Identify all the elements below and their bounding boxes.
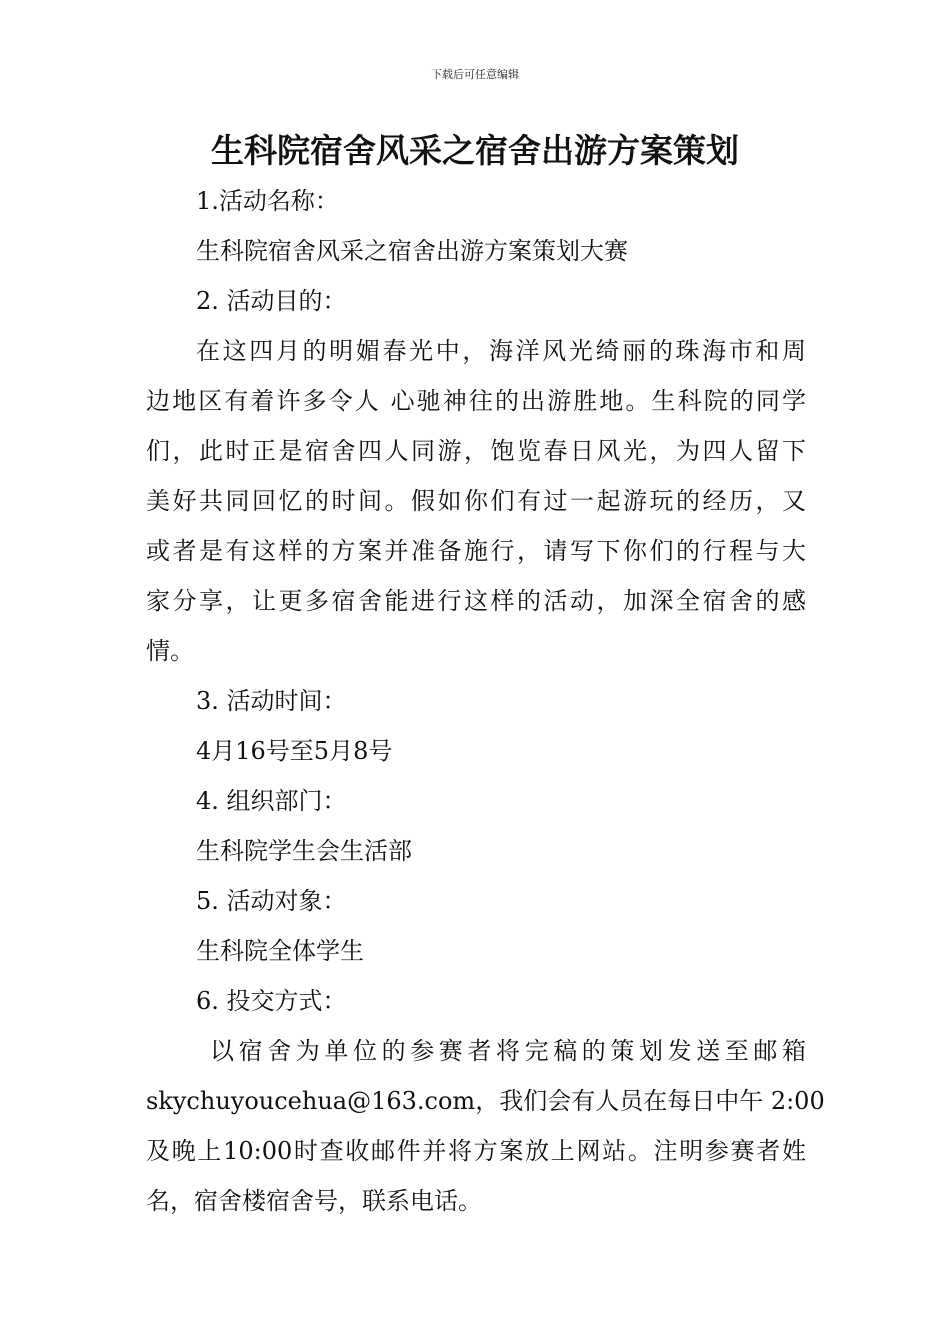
paragraph-line: 在这四月的明媚春光中，海洋风光绮丽的珠海市和周 [196,337,806,365]
section-6-heading: 6. 投交方式： [196,987,347,1015]
paragraph-line: 以宿舍为单位的参赛者将完稿的策划发送至邮箱 [210,1037,806,1065]
header-note: 下载后可任意编辑 [431,68,519,81]
paragraph-line: skychuyoucehua@163.com，我们会有人员在每日中午 2:00 [146,1087,825,1115]
paragraph-line: 边地区有着许多令人 心驰神往的出游胜地。生科院的同学 [146,387,806,415]
section-3-heading: 3. 活动时间： [196,687,347,715]
section-4-heading: 4. 组织部门： [196,787,347,815]
section-1-content: 生科院宿舍风采之宿舍出游方案策划大赛 [196,237,628,265]
paragraph-line: 情。 [146,637,194,665]
paragraph-line: 美好共同回忆的时间。假如你们有过一起游玩的经历，又 [146,487,806,515]
paragraph-line: 家分享，让更多宿舍能进行这样的活动，加深全宿舍的感 [146,587,806,615]
paragraph-line: 名，宿舍楼宿舍号，联系电话。 [146,1187,482,1215]
section-4-content: 生科院学生会生活部 [196,837,412,865]
paragraph-line: 们，此时正是宿舍四人同游，饱览春日风光，为四人留下 [146,437,806,465]
paragraph-line: 及晚上10:00时查收邮件并将方案放上网站。注明参赛者姓 [146,1137,806,1165]
section-5-heading: 5. 活动对象： [196,887,347,915]
section-1-heading: 1.活动名称： [196,187,339,215]
document-title: 生科院宿舍风采之宿舍出游方案策划 [211,131,739,170]
paragraph-line: 或者是有这样的方案并准备施行，请写下你们的行程与大 [146,537,806,565]
section-5-content: 生科院全体学生 [196,937,364,965]
section-3-content: 4月16号至5月8号 [196,737,393,765]
section-2-heading: 2. 活动目的： [196,287,347,315]
